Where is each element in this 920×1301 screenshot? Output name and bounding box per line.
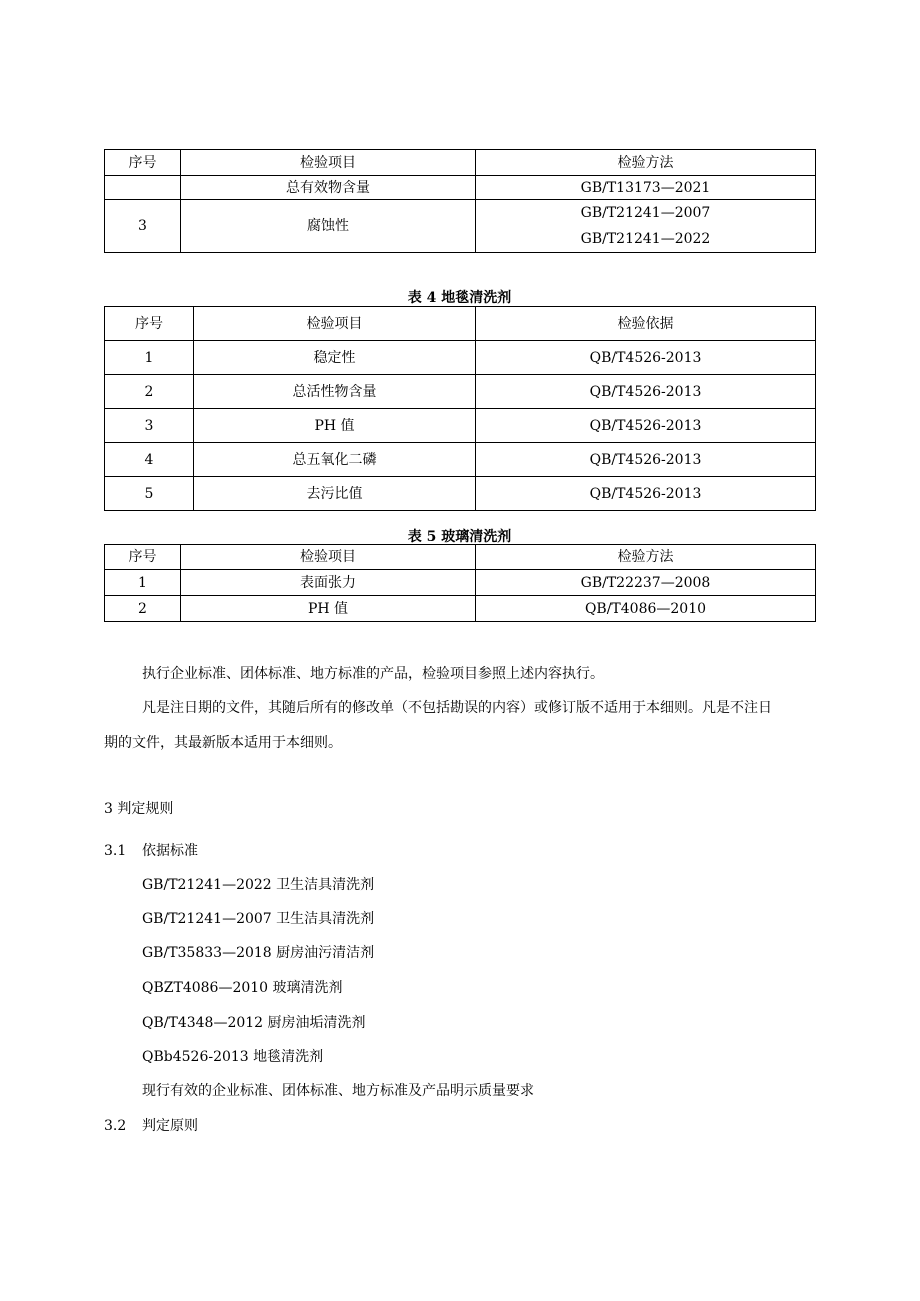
cell-method: QB/T4526-2013 [476, 409, 816, 443]
table-header-row [105, 150, 816, 176]
cell-no: 3 [105, 409, 194, 443]
header-method: 检验依据 [476, 307, 816, 341]
cell-item: 总活性物含量 [194, 375, 476, 409]
section-3-heading: 3 判定规则 [104, 801, 174, 817]
standard-item: QB/T4348—2012 厨房油垢清洗剂 [142, 1015, 366, 1031]
cell-no: 4 [105, 443, 194, 477]
cell-method: QB/T4526-2013 [476, 341, 816, 375]
header-method: 检验方法 [476, 545, 816, 570]
header-no: 序号 [105, 545, 181, 570]
cell-method: GB/T22237—2008 [476, 570, 816, 596]
table-4 [104, 306, 816, 511]
method-line-1: GB/T21241—2007 [580, 205, 711, 221]
cell-method: QB/T4526-2013 [476, 477, 816, 511]
section-3-2-title: 判定原则 [142, 1118, 198, 1134]
paragraph-dated-references-line2: 期的文件，其最新版本适用于本细则。 [104, 735, 342, 751]
standard-item: 现行有效的企业标准、团体标准、地方标准及产品明示质量要求 [142, 1083, 534, 1099]
standard-item: GB/T21241—2007 卫生洁具清洗剂 [142, 911, 375, 927]
paragraph-dated-references-line1: 凡是注日期的文件，其随后所有的修改单（不包括勘误的内容）或修订版不适用于本细则。凡是不注日 [142, 700, 772, 716]
cell-method: QB/T4526-2013 [476, 443, 816, 477]
header-method: 检验方法 [476, 150, 816, 176]
table-4-caption: 表 4 地毯清洗剂 [407, 290, 512, 306]
standard-item: QBb4526-2013 地毯清洗剂 [142, 1049, 324, 1065]
cell-no: 1 [105, 341, 194, 375]
cell-method: QB/T4526-2013 [476, 375, 816, 409]
section-3-1-number: 3.1 [104, 843, 127, 859]
table-row [105, 375, 816, 409]
cell-item: 总有效物含量 [181, 176, 476, 200]
cell-item: PH 值 [181, 596, 476, 622]
cell-method [476, 200, 816, 253]
standard-item: GB/T35833—2018 厨房油污清洁剂 [142, 945, 375, 961]
table-row [105, 570, 816, 596]
table-row [105, 341, 816, 375]
header-no: 序号 [105, 150, 181, 176]
table-row [105, 409, 816, 443]
cell-item: 去污比值 [194, 477, 476, 511]
cell-item: 稳定性 [194, 341, 476, 375]
cell-no: 2 [105, 375, 194, 409]
cell-no: 2 [105, 596, 181, 622]
cell-no: 1 [105, 570, 181, 596]
header-no: 序号 [105, 307, 194, 341]
cell-no [105, 176, 181, 200]
cell-method: GB/T13173—2021 [476, 176, 816, 200]
table-row [105, 200, 816, 253]
standard-item: QBZT4086—2010 玻璃清洗剂 [142, 980, 343, 996]
table-row [105, 443, 816, 477]
table-5-caption: 表 5 玻璃清洗剂 [407, 529, 512, 545]
standard-item: GB/T21241—2022 卫生洁具清洗剂 [142, 877, 375, 893]
header-item: 检验项目 [194, 307, 476, 341]
table-row [105, 176, 816, 200]
cell-item: 表面张力 [181, 570, 476, 596]
cell-item: PH 值 [194, 409, 476, 443]
section-3-1-title: 依据标准 [142, 843, 198, 859]
table-row [105, 477, 816, 511]
cell-item: 总五氧化二磷 [194, 443, 476, 477]
paragraph-scope: 执行企业标准、团体标准、地方标准的产品，检验项目参照上述内容执行。 [142, 666, 604, 682]
table-3-continued [104, 149, 816, 253]
method-line-2: GB/T21241—2022 [580, 231, 711, 247]
table-header-row [105, 545, 816, 570]
table-row [105, 596, 816, 622]
section-3-2-number: 3.2 [104, 1118, 127, 1134]
cell-no: 3 [105, 200, 181, 253]
header-item: 检验项目 [181, 545, 476, 570]
table-5 [104, 544, 816, 622]
cell-method: QB/T4086—2010 [476, 596, 816, 622]
cell-no: 5 [105, 477, 194, 511]
cell-item: 腐蚀性 [181, 200, 476, 253]
table-header-row [105, 307, 816, 341]
header-item: 检验项目 [181, 150, 476, 176]
